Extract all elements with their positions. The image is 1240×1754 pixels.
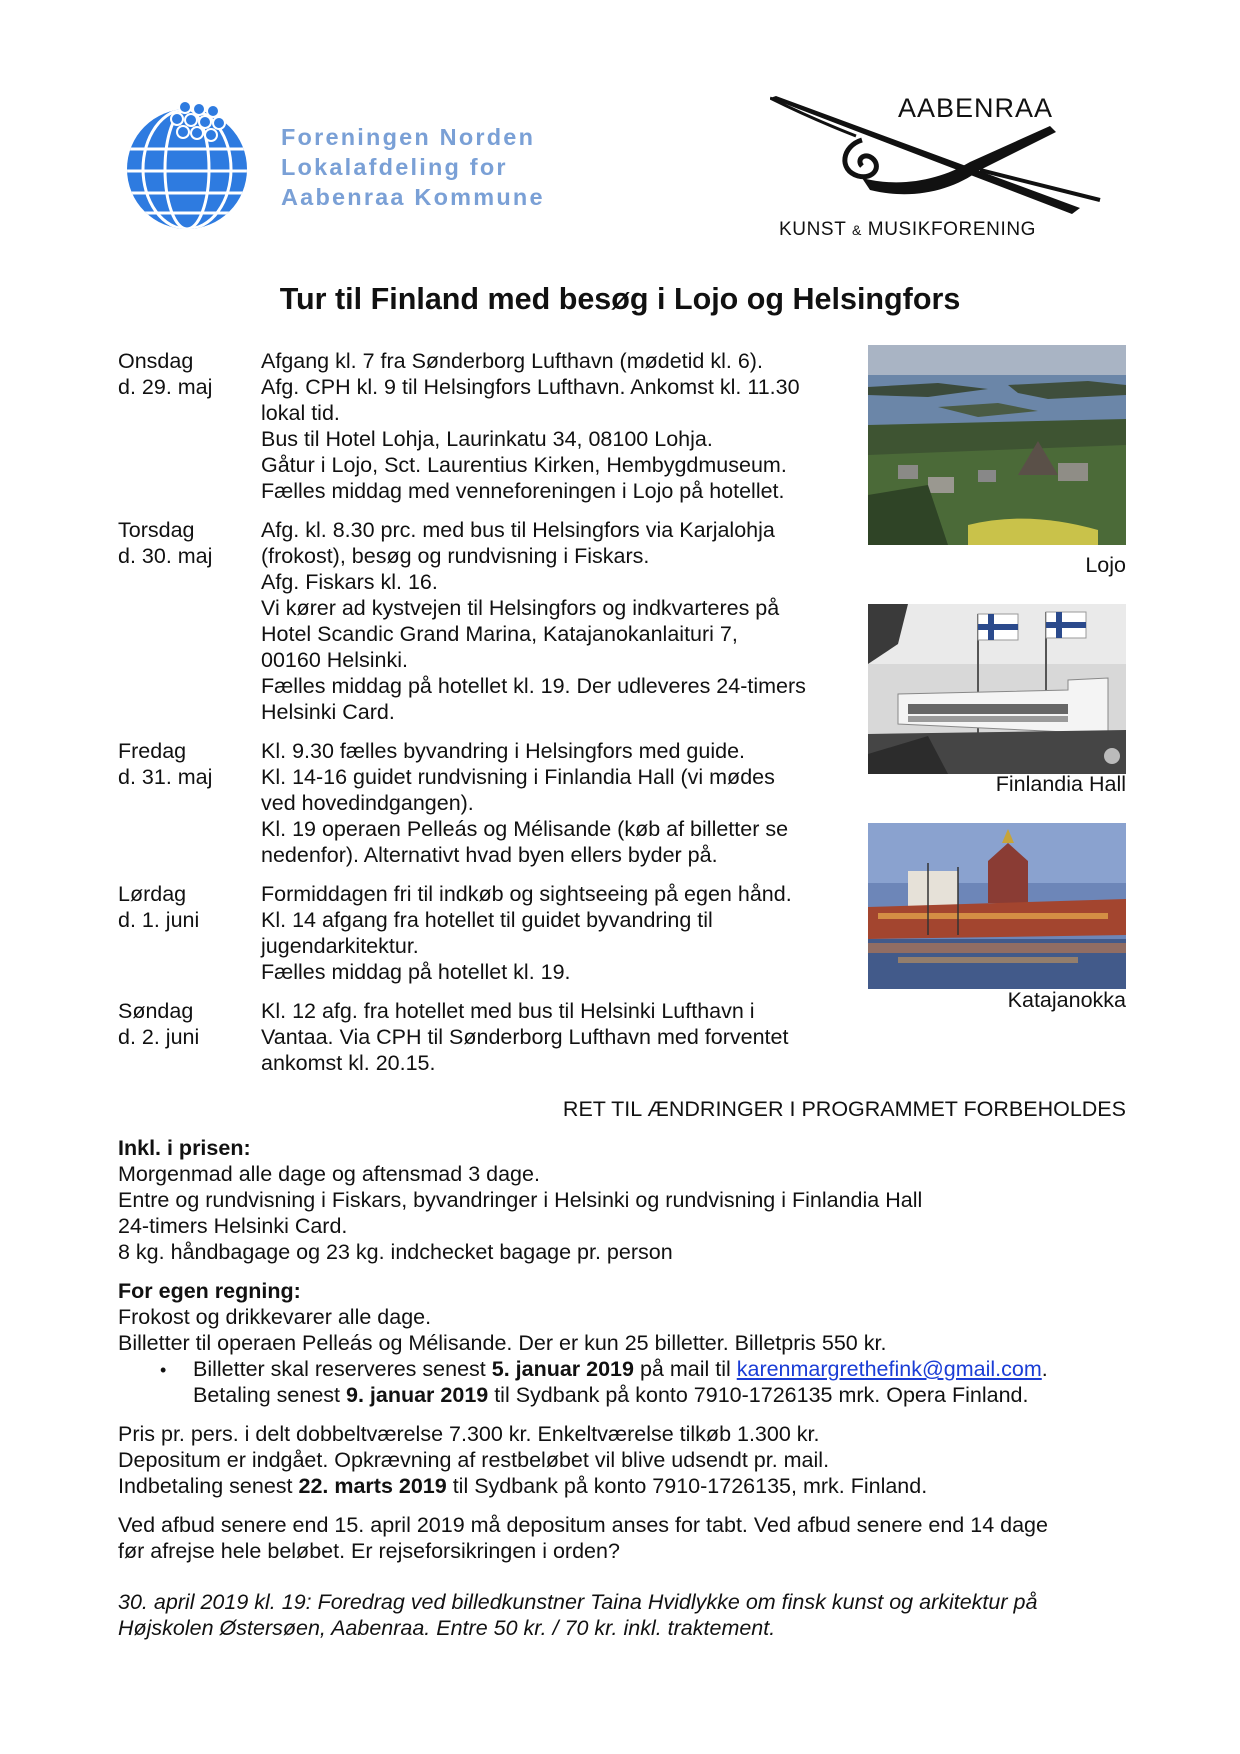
page-title: Tur til Finland med besøg i Lojo og Helsingfors [279, 282, 961, 316]
reservation-deadline: 5. januar 2019 [491, 1357, 634, 1381]
photo-caption-lojo: Lojo [1085, 553, 1126, 577]
aabenraa-logo-title: AABENRAA [898, 93, 1054, 123]
day-3-line: Kl. 9.30 fælles byvandring i Helsingfors med guide. [261, 739, 746, 763]
day-4-line: jugendarkitektur. [261, 934, 419, 958]
day-2-line: Afg. kl. 8.30 prc. med bus til Helsingfors via Karjalohja [261, 518, 775, 542]
day-1-line: Fælles middag med venneforeningen i Lojo på hotellet. [261, 479, 785, 503]
day-4-date: d. 1. juni [118, 908, 200, 932]
day-1-line: Bus til Hotel Lohja, Laurinkatu 34, 08100 Lohja. [261, 427, 713, 451]
day-1-line: Gåtur i Lojo, Sct. Laurentius Kirken, Hembygdmuseum. [261, 453, 787, 477]
included-line: Morgenmad alle dage og aftensmad 3 dage. [118, 1162, 540, 1186]
day-3-line: Kl. 19 operaen Pelleás og Mélisande (køb af billetter se [261, 817, 789, 841]
reservation-text: Billetter skal reserveres senest [193, 1357, 492, 1381]
own-expense-heading: For egen regning: [118, 1279, 301, 1303]
day-1-line: Afgang kl. 7 fra Sønderborg Lufthavn (mødetid kl. 6). [261, 349, 763, 373]
changes-note: RET TIL ÆNDRINGER I PROGRAMMET FORBEHOLDES [562, 1097, 1126, 1121]
day-2-line: Helsinki Card. [261, 700, 395, 724]
day-2-line: Afg. Fiskars kl. 16. [261, 570, 438, 594]
org-line-3: Aabenraa Kommune [281, 184, 545, 210]
reservation-text-2: på mail til [633, 1357, 737, 1381]
included-line: 8 kg. håndbagage og 23 kg. indchecket bagage pr. person [118, 1240, 673, 1264]
lecture-line: Højskolen Østersøen, Aabenraa. Entre 50 kr. / 70 kr. inkl. traktement. [118, 1616, 776, 1640]
included-heading: Inkl. i prisen: [118, 1136, 251, 1160]
pricing-text: Indbetaling senest [118, 1474, 299, 1498]
day-2-line: Vi kører ad kystvejen til Helsingfors og indkvarteres på [261, 596, 780, 620]
day-2-line: 00160 Helsinki. [261, 648, 409, 672]
day-4-label: Lørdag [118, 882, 187, 906]
aabenraa-logo-subtitle [779, 219, 1036, 241]
pricing-text-2: til Sydbank på konto 7910-1726135, mrk. Finland. [446, 1474, 928, 1498]
bullet-icon: • [160, 1360, 167, 1380]
included-line: Entre og rundvisning i Fiskars, byvandringer i Helsinki og rundvisning i Finlandia Hall [118, 1188, 923, 1212]
logo-sub-musikforening: MUSIKFORENING [867, 219, 1037, 240]
logo-sub-kunst: KUNST [779, 219, 847, 240]
day-2-label: Torsdag [118, 518, 195, 542]
day-3-line: ved hovedindgangen). [261, 791, 474, 815]
org-name [281, 122, 545, 212]
day-5-date: d. 2. juni [118, 1025, 200, 1049]
photo-caption-katajanokka: Katajanokka [1007, 988, 1126, 1012]
included-line: 24-timers Helsinki Card. [118, 1214, 348, 1238]
day-1-line: lokal tid. [261, 401, 340, 425]
pricing-deadline: 22. marts 2019 [298, 1474, 447, 1498]
lake-landscape-photo [868, 345, 1126, 545]
day-2-line: Hotel Scandic Grand Marina, Katajanokanlaituri 7, [261, 622, 738, 646]
day-3-line: Kl. 14-16 guidet rundvisning i Finlandia Hall (vi mødes [261, 765, 775, 789]
pricing-line: Depositum er indgået. Opkrævning af restbeløbet vil blive udsendt pr. mail. [118, 1448, 830, 1472]
cancellation-line: Ved afbud senere end 15. april 2019 må depositum anses for tabt. Ved afbud senere end 14 dage [118, 1513, 1048, 1537]
org-line-1: Foreningen Norden [281, 124, 536, 150]
day-5-line: Kl. 12 afg. fra hotellet med bus til Helsinki Lufthavn i [261, 999, 755, 1023]
day-5-line: Vantaa. Via CPH til Sønderborg Lufthavn med forventet [261, 1025, 789, 1049]
org-line-2: Lokalafdeling for [281, 154, 508, 180]
day-3-label: Fredag [118, 739, 187, 763]
day-1-label: Onsdag [118, 349, 194, 373]
ticket-payment-line [193, 1382, 1028, 1408]
photo-caption-finlandia-hall: Finlandia Hall [995, 772, 1126, 796]
day-2-date: d. 30. maj [118, 544, 213, 568]
ticket-reservation-line [193, 1356, 1048, 1382]
logo-sub-amp: & [851, 222, 862, 238]
day-5-label: Søndag [118, 999, 194, 1023]
day-5-line: ankomst kl. 20.15. [261, 1051, 436, 1075]
finlandia-hall-photo [868, 604, 1126, 774]
day-3-line: nedenfor). Alternativt hvad byen ellers byder på. [261, 843, 718, 867]
cancellation-line: før afrejse hele beløbet. Er rejseforsikringen i orden? [118, 1539, 620, 1563]
pricing-deadline-line [118, 1473, 927, 1499]
reservation-period: . [1041, 1357, 1048, 1381]
day-4-line: Kl. 14 afgang fra hotellet til guidet byvandring til [261, 908, 713, 932]
day-1-line: Afg. CPH kl. 9 til Helsingfors Lufthavn. Ankomst kl. 11.30 [261, 375, 800, 399]
payment-text-2: til Sydbank på konto 7910-1726135 mrk. Opera Finland. [488, 1383, 1029, 1407]
norden-logo-icon [123, 101, 255, 231]
day-4-line: Formiddagen fri til indkøb og sightseeing på egen hånd. [261, 882, 792, 906]
own-expense-line: Frokost og drikkevarer alle dage. [118, 1305, 432, 1329]
day-1-date: d. 29. maj [118, 375, 213, 399]
day-2-line: (frokost), besøg og rundvisning i Fiskars. [261, 544, 650, 568]
own-expense-line: Billetter til operaen Pelleás og Mélisande. Der er kun 25 billetter. Billetpris 550 kr. [118, 1331, 887, 1355]
pricing-line: Pris pr. pers. i delt dobbeltværelse 7.300 kr. Enkeltværelse tilkøb 1.300 kr. [118, 1422, 820, 1446]
email-link[interactable]: karenmargrethefink@gmail.com [736, 1357, 1042, 1381]
day-3-date: d. 31. maj [118, 765, 213, 789]
payment-deadline: 9. januar 2019 [346, 1383, 489, 1407]
day-2-line: Fælles middag på hotellet kl. 19. Der udleveres 24-timers [261, 674, 806, 698]
payment-text: Betaling senest [193, 1383, 346, 1407]
harbor-evening-photo [868, 823, 1126, 989]
lecture-line: 30. april 2019 kl. 19: Foredrag ved billedkunstner Taina Hvidlykke om finsk kunst og arkitektur på [118, 1590, 1038, 1614]
day-4-line: Fælles middag på hotellet kl. 19. [261, 960, 571, 984]
